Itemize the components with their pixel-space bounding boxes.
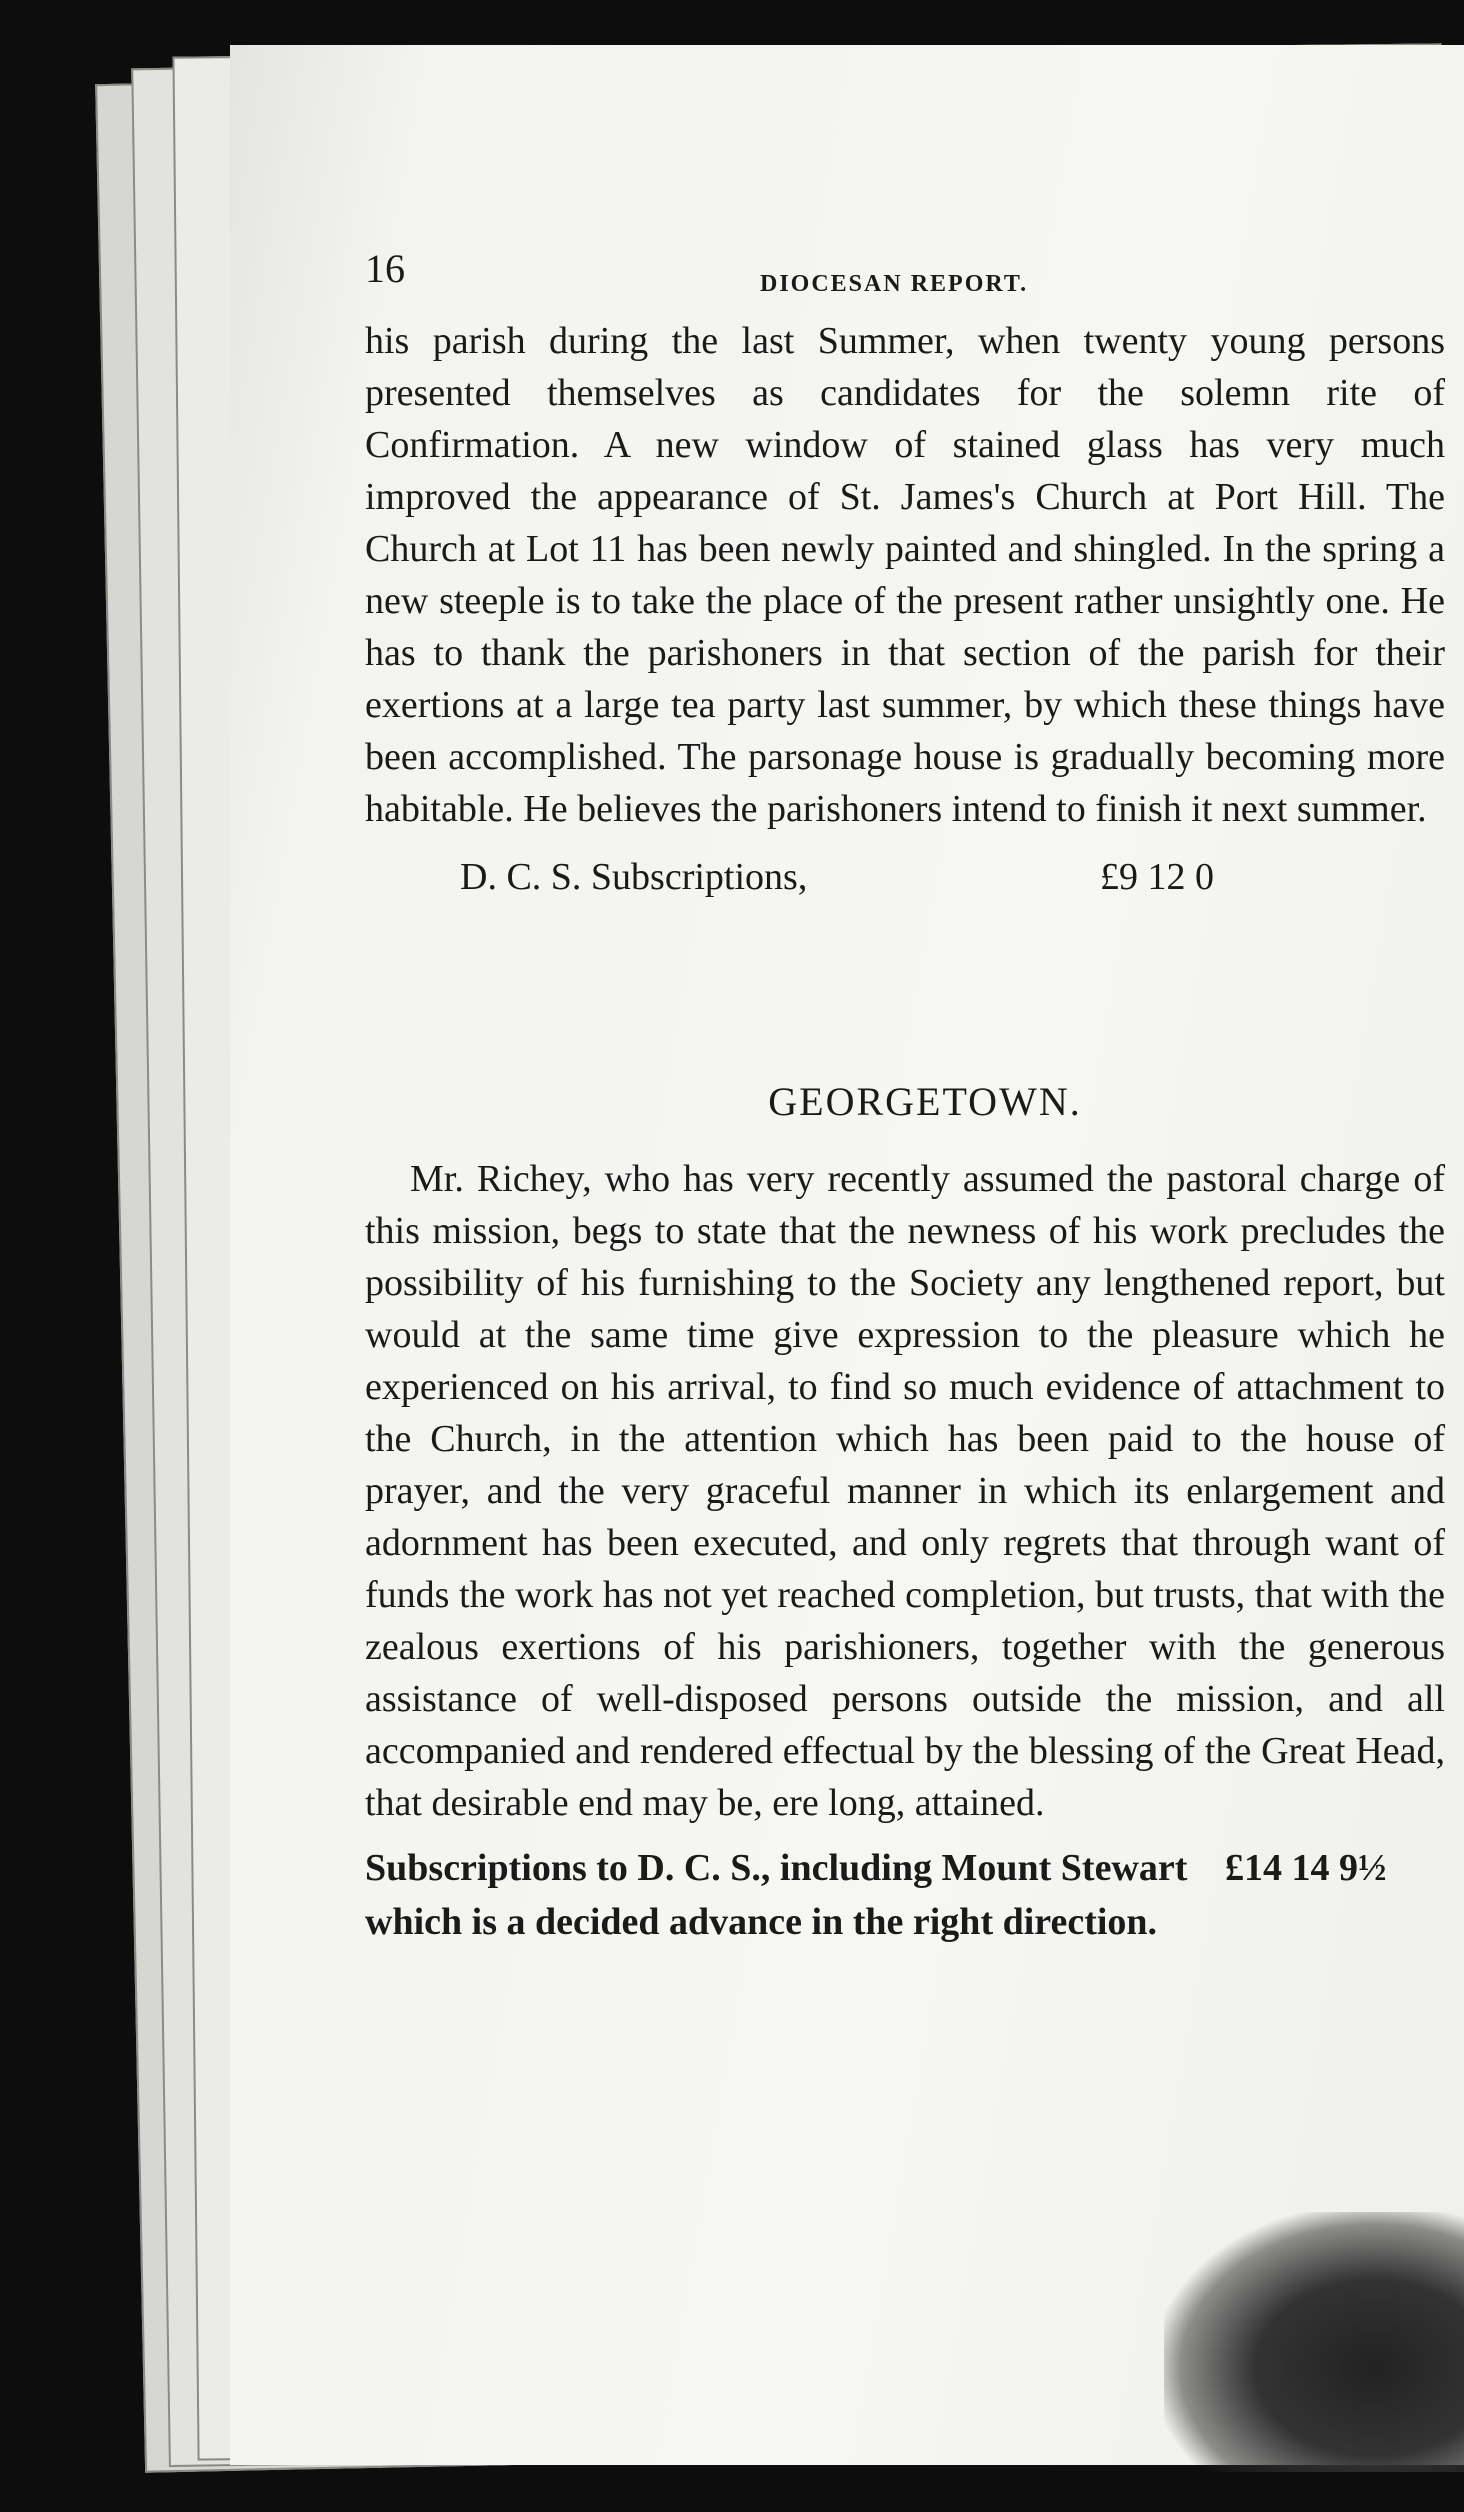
closing-line: which is a decided advance in the right direction. [365,1901,1158,1943]
running-head [365,245,1445,315]
thumb-shadow [1164,2212,1464,2472]
page-number: 16 [365,246,405,291]
continued-paragraph: his parish during the last Summer, when twenty young persons presented themselves as candidates for the solemn rite of Confirmation. A new window of stained glass has very much improved the appearance of St. James's Church at Port Hill. The Church at Lot 11 has been newly painted and shingled. In the spring a new steeple is to take the place of the present rather unsightly one. He has to thank the parishoners in that section of the parish for their exertions at a large tea party last summer, by which these things have been accomplished. The parsonage house is gradually becoming more habitable. He believes the parishoners intend to finish it next summer. [365,320,1445,830]
georgetown-paragraph: Mr. Richey, who has very recently assumed the pastoral charge of this mission, begs to state that the newness of his work precludes the possibility of his furnishing to the Society any lengthened report, but would at the same time give expression to the pleasure which he experienced on his arrival, to find so much evidence of attachment to the Church, in the attention which has been paid to the house of prayer, and the very graceful manner in which its enlargement and adornment has been executed, and only regrets that through want of funds the work has not yet reached completion, but trusts, that with the zealous exertions of his parishioners, together with the generous assistance of well-disposed persons outside the mission, and all accompanied and rendered effectual by the blessing of the Great Head, that desirable end may be, ere long, attained. [365,1158,1445,1824]
section-title: GEORGETOWN. [768,1079,1082,1124]
subscription-label: D. C. S. Subscriptions, [460,856,808,898]
page-content [365,245,1445,1949]
georgetown-subscription-amount: £14 14 9½ [1225,1847,1387,1889]
georgetown-subscription-line [365,1841,1445,1895]
subscription-line [365,851,1445,903]
book-page [230,45,1464,2465]
running-title: DIOCESAN REPORT. [760,271,1029,297]
georgetown-subscription-label: Subscriptions to D. C. S., including Mount Stewart [365,1847,1188,1889]
subscription-amount: £9 12 0 [1100,856,1214,898]
